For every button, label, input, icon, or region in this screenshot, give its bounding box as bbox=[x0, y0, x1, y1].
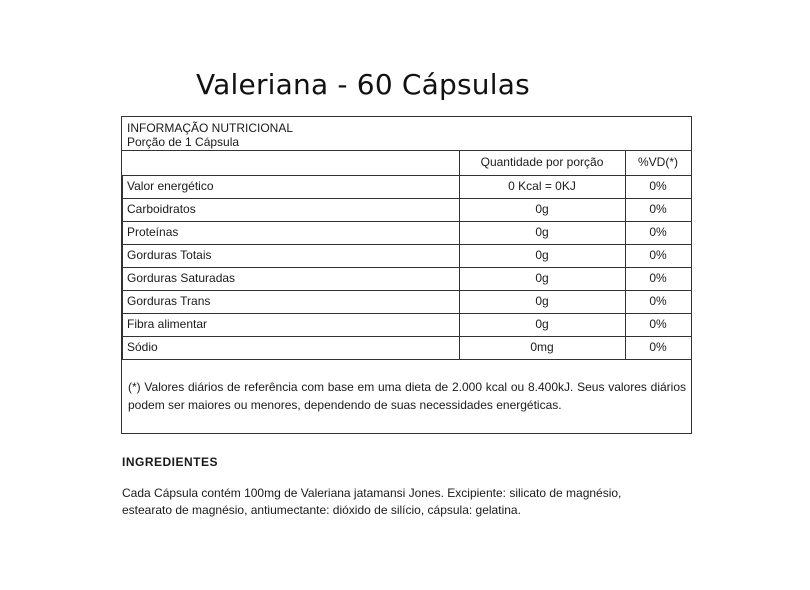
nutrient-name: Gorduras Totais bbox=[127, 248, 212, 262]
nutrient-quantity: 0g bbox=[535, 225, 549, 239]
nutrient-vd: 0% bbox=[649, 248, 667, 262]
nutrient-name: Carboidratos bbox=[127, 202, 196, 216]
nutrient-quantity: 0g bbox=[535, 294, 549, 308]
nutrient-name: Proteínas bbox=[127, 225, 179, 239]
daily-values-footnote: (*) Valores diários de referência com base em uma dieta de 2.000 kcal ou 8.400kJ. Seus valores diários podem ser maiores ou menores, dependendo de suas necessidades energéticas. bbox=[128, 380, 686, 412]
nutrient-vd: 0% bbox=[649, 271, 667, 285]
divider bbox=[122, 359, 691, 360]
nutrient-vd: 0% bbox=[649, 202, 667, 216]
ingredients-text: Cada Cápsula contém 100mg de Valeriana jatamansi Jones. Excipiente: silicato de magnésio, estearato de magnésio, antiumectante: dióxido de silício, cápsula: gelatina. bbox=[122, 486, 622, 517]
ingredients-heading: INGREDIENTES bbox=[122, 455, 219, 469]
nutrient-vd: 0% bbox=[649, 225, 667, 239]
column-divider bbox=[122, 175, 123, 359]
nutrition-header bbox=[127, 121, 293, 149]
nutrient-quantity: 0mg bbox=[530, 340, 554, 354]
nutrition-header-title: INFORMAÇÃO NUTRICIONAL bbox=[127, 121, 294, 135]
nutrient-quantity: 0g bbox=[535, 317, 549, 331]
nutrient-vd: 0% bbox=[649, 340, 667, 354]
nutrient-name: Valor energético bbox=[127, 179, 214, 193]
serving-size: Porção de 1 Cápsula bbox=[127, 135, 240, 149]
nutrient-vd: 0% bbox=[649, 317, 667, 331]
nutrition-facts-table bbox=[121, 116, 692, 434]
nutrient-name: Sódio bbox=[127, 340, 158, 354]
product-title: Valeriana - 60 Cápsulas bbox=[196, 68, 530, 101]
nutrient-vd: 0% bbox=[649, 294, 667, 308]
nutrient-quantity: 0g bbox=[535, 202, 549, 216]
nutrient-quantity: 0 Kcal = 0KJ bbox=[508, 179, 576, 193]
nutrient-vd: 0% bbox=[649, 179, 667, 193]
nutrient-name: Gorduras Trans bbox=[127, 294, 211, 308]
nutrient-name: Gorduras Saturadas bbox=[127, 271, 236, 285]
nutrient-quantity: 0g bbox=[535, 271, 549, 285]
nutrient-quantity: 0g bbox=[535, 248, 549, 262]
column-header-vd: %VD(*) bbox=[637, 155, 678, 169]
column-header-quantity: Quantidade por porção bbox=[480, 155, 604, 169]
nutrient-name: Fibra alimentar bbox=[127, 317, 208, 331]
